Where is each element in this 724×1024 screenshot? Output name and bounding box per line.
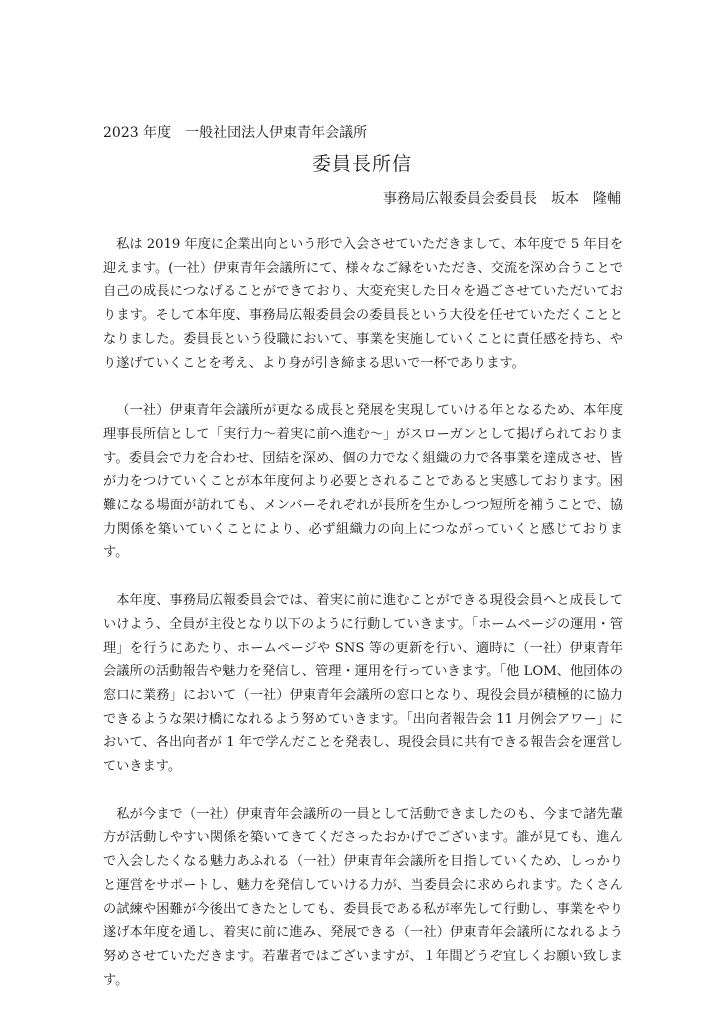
paragraph-1: 私は 2019 年度に企業出向という形で入会させていただきまして、本年度で 5 年目を迎えます。(一社）伊東青年会議所にて、様々なご縁をいただき、交流を深め合うことで自己の成長につなげることができており、大変充実した日々を過ごさせていただいております。そして本年度、事務局広報委員会の委員長という大役を任せていただくこととなりました。委員長という役職において、事業を実施していくことに責任感を持ち、やり遂げていくことを考え、より身が引き締まる思いで一杯であります。 bbox=[103, 237, 624, 371]
paragraph-3: 本年度、事務局広報委員会では、着実に前に進むことができる現役会員へと成長していけよう、全員が主役となり以下のように行動していきます。「ホームページの運用・管理」を行うにあたり、ホームページや SNS 等の更新を行い、適時に（一社）伊東青年会議所の活動報告や魅力を発信し、管理・運用を行っていきます。「他 LOM、他団体の窓口に業務」において（一社）伊東青年会議所の窓口となり、現役会員が積極的に協力できるような架け橋になれるよう努めていきます。「出向者報告会 11 月例会アワー」において、各出向者が 1 年で学んだことを発表し、現役会員に共有できる報告会を運営していきます。 bbox=[103, 593, 623, 775]
document-title: 委員長所信 bbox=[311, 153, 412, 175]
body-text bbox=[103, 233, 623, 1016]
paragraph-2: （一社）伊東青年会議所が更なる成長と発展を実現していける年となるため、本年度理事長所信として「実行力～着実に前へ進む～」がスローガンとして掲げられております。委員会で力を合わせ、団結を深め、個の力でなく組織の力で各事業を達成させ、皆が力をつけていくことが本年度何より必要とされることであると実感しております。困難になる場面が訪れても、メンバーそれぞれが長所を生かしつつ短所を補うことで、協力関係を築いていくことにより、必ず組織力の向上につながっていくと感じております。 bbox=[103, 403, 623, 561]
organization-year-line: 2023 年度 一般社団法人伊東青年会議所 bbox=[103, 125, 368, 141]
author-line: 事務局広報委員会委員長 坂本 隆輔 bbox=[383, 191, 621, 207]
paragraph-4: 私が今まで（一社）伊東青年会議所の一員として活動できましたのも、今まで諸先輩方が活動しやすい関係を築いてきてくださったおかげでございます。誰が見ても、進んで入会したくなる魅力あふれる（一社）伊東青年会議所を目指していくため、しっかりと運営をサポートし、魅力を発信していける力が、当委員会に求められます。たくさんの試練や困難が今後出てきたとしても、委員長である私が率先して行動し、事業をやり遂げ本年度を通し、着実に前に進み、発展できる（一社）伊東青年会議所になれるよう努めさせていただきます。若輩者ではございますが、１年間どうぞ宜しくお願い致します。 bbox=[103, 806, 623, 988]
